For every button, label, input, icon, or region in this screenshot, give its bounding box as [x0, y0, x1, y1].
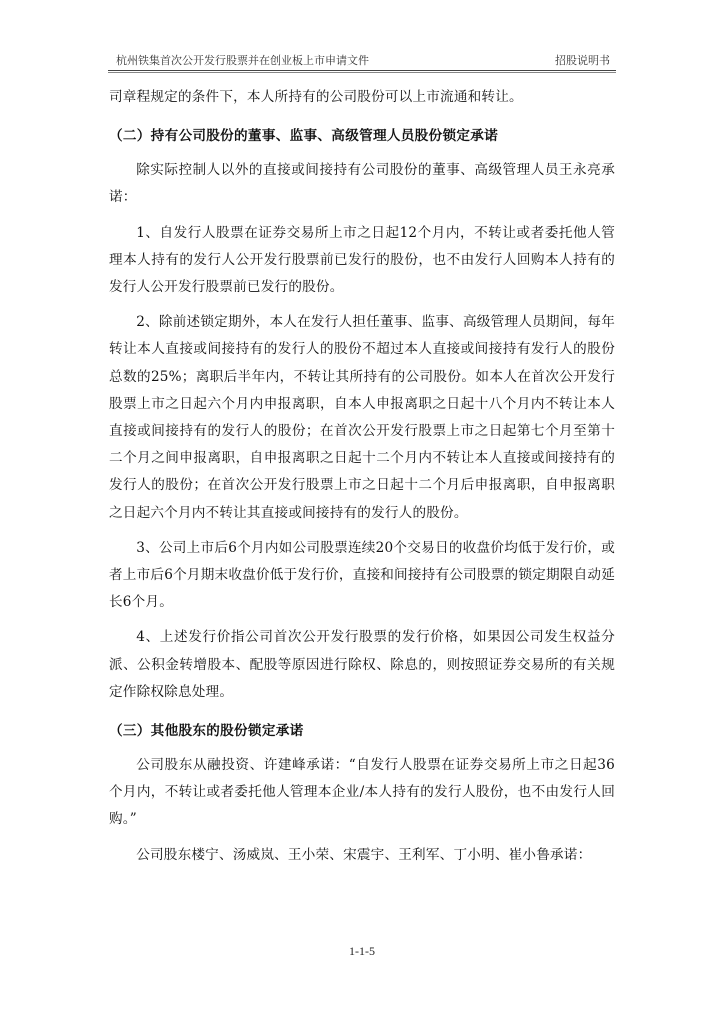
header-divider-thin: [108, 72, 616, 73]
paragraph-shareholder-list: 公司股东楼宁、汤威岚、王小荣、宋震宇、王利军、丁小明、崔小鲁承诺：: [136, 846, 592, 863]
section-heading-3: （三）其他股东的股份锁定承诺: [109, 723, 304, 740]
header-document-title: 杭州铁集首次公开发行股票并在创业板上市申请文件: [116, 54, 369, 67]
section-heading-2: （二）持有公司股份的董事、监事、高级管理人员股份锁定承诺: [109, 128, 499, 145]
page-header: [108, 50, 616, 68]
page-number: 1-1-5: [349, 944, 375, 958]
paragraph-item-4: 4、上述发行价指公司首次公开发行股票的发行价格，如果因公司发生权益分派、公积金转增股本、配股等原因进行除权、除息的，则按照证券交易所的有关规定作除权除息处理。: [109, 629, 615, 700]
paragraph-item-1: 1、自发行人股票在证券交易所上市之日起12个月内，不转让或者委托他人管理本人持有的发行人公开发行股票前已发行的股份，也不由发行人回购本人持有的发行人公开发行股票前已发行的股份。: [109, 224, 615, 296]
paragraph-shareholder-commitment: 公司股东从融投资、许建峰承诺：“自发行人股票在证券交易所上市之日起36个月内，不转让或者委托他人管理本企业/本人持有的发行人股份，也不由发行人回购。”: [109, 757, 615, 828]
paragraph-intro: 除实际控制人以外的直接或间接持有公司股份的董事、高级管理人员王永亮承诺：: [109, 162, 615, 206]
document-body: [109, 84, 615, 869]
paragraph-item-3: 3、公司上市后6个月内如公司股票连续20个交易日的收盘价均低于发行价，或者上市后6个月期末收盘价低于发行价，直接和间接持有公司股票的锁定期限自动延长6个月。: [109, 539, 615, 611]
paragraph-continuation: 司章程规定的条件下，本人所持有的公司股份可以上市流通和转让。: [109, 89, 523, 105]
header-divider: [108, 70, 616, 71]
paragraph-item-2: 2、除前述锁定期外，本人在发行人担任董事、监事、高级管理人员期间，每年转让本人直接或间接持有的发行人的股份不超过本人直接或间接持有发行人的股份总数的25%；离职后半年内，不转让其所持有的公司股份。如本人在首次公开发行股票上市之日起六个月内申报离职，自本人申报离职之日起十八个月内不转让本人直接或间接持有的发行人的股份；在首次公开发行股票上市之日起第七个月至第十二个月之间申报离职，自申报离职之日起十二个月内不转让本人直接或间接持有的发行人的股份；在首次公开发行股票上市之日起十二个月后申报离职，自申报离职之日起六个月内不转让其直接或间接持有的发行人的股份。: [109, 314, 615, 521]
header-document-type: 招股说明书: [555, 54, 610, 67]
